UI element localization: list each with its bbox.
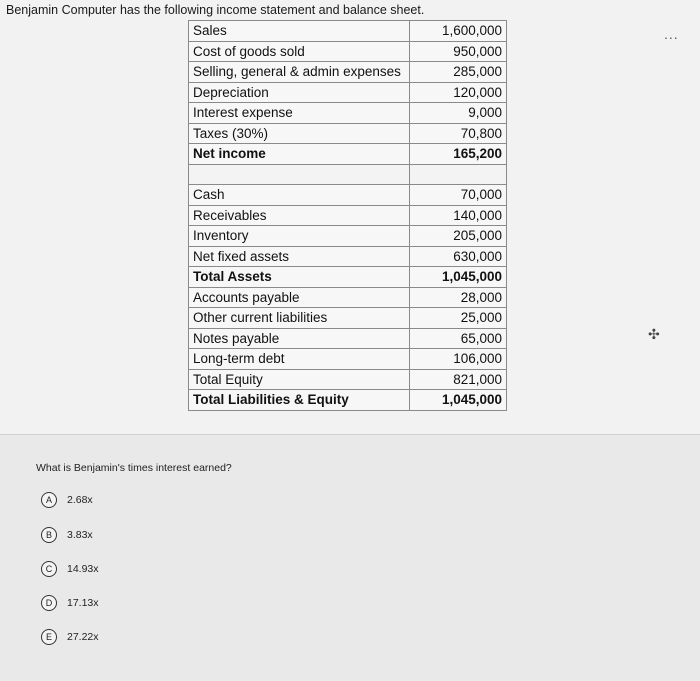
row-value: 28,000 [410,287,507,308]
table-row [189,123,507,144]
table-row [189,246,507,267]
row-value: 630,000 [410,246,507,267]
radio-button[interactable]: C [41,561,57,577]
row-label: Long-term debt [189,349,410,370]
option-label: 2.68x [67,494,93,506]
row-value: 821,000 [410,369,507,390]
option-b[interactable] [41,527,93,543]
table-row [189,164,507,185]
table-row [189,82,507,103]
row-label: Notes payable [189,328,410,349]
problem-intro: Benjamin Computer has the following income statement and balance sheet. [6,3,425,17]
table-row [189,41,507,62]
option-e[interactable] [41,629,99,645]
row-label: Depreciation [189,82,410,103]
row-value [410,164,507,185]
radio-button[interactable]: D [41,595,57,611]
table-row [189,103,507,124]
option-d[interactable] [41,595,99,611]
row-value: 25,000 [410,308,507,329]
row-value: 205,000 [410,226,507,247]
table-row [189,21,507,42]
row-label: Total Assets [189,267,410,288]
row-label: Receivables [189,205,410,226]
table-row [189,328,507,349]
table-row [189,185,507,206]
row-label: Selling, general & admin expenses [189,62,410,83]
table-row [189,205,507,226]
table-row [189,62,507,83]
option-a[interactable] [41,492,93,508]
row-value: 285,000 [410,62,507,83]
table-row [189,226,507,247]
row-value: 9,000 [410,103,507,124]
row-label: Sales [189,21,410,42]
option-c[interactable] [41,561,99,577]
row-label: Net fixed assets [189,246,410,267]
row-value: 1,600,000 [410,21,507,42]
financial-statements-table [188,20,507,411]
row-value: 140,000 [410,205,507,226]
row-label: Total Liabilities & Equity [189,390,410,411]
row-value: 70,000 [410,185,507,206]
row-value: 1,045,000 [410,267,507,288]
table-row [189,369,507,390]
table-row [189,267,507,288]
radio-button[interactable]: A [41,492,57,508]
row-label: Interest expense [189,103,410,124]
table-row [189,308,507,329]
row-label: Cost of goods sold [189,41,410,62]
question-text: What is Benjamin's times interest earned? [36,462,232,474]
row-value: 1,045,000 [410,390,507,411]
row-value: 950,000 [410,41,507,62]
row-label: Total Equity [189,369,410,390]
radio-button[interactable]: E [41,629,57,645]
row-label: Net income [189,144,410,165]
row-label [189,164,410,185]
row-label: Inventory [189,226,410,247]
row-value: 65,000 [410,328,507,349]
table-row [189,287,507,308]
row-label: Taxes (30%) [189,123,410,144]
table-row [189,144,507,165]
row-label: Cash [189,185,410,206]
option-label: 17.13x [67,597,99,609]
pointer-cursor-icon: ✣ [648,326,660,342]
row-label: Other current liabilities [189,308,410,329]
row-value: 106,000 [410,349,507,370]
option-label: 14.93x [67,563,99,575]
row-value: 165,200 [410,144,507,165]
table-row [189,390,507,411]
row-label: Accounts payable [189,287,410,308]
table-row [189,349,507,370]
row-value: 70,800 [410,123,507,144]
row-value: 120,000 [410,82,507,103]
radio-button[interactable]: B [41,527,57,543]
option-label: 27.22x [67,631,99,643]
option-label: 3.83x [67,529,93,541]
more-options-icon[interactable]: ... [664,26,679,42]
